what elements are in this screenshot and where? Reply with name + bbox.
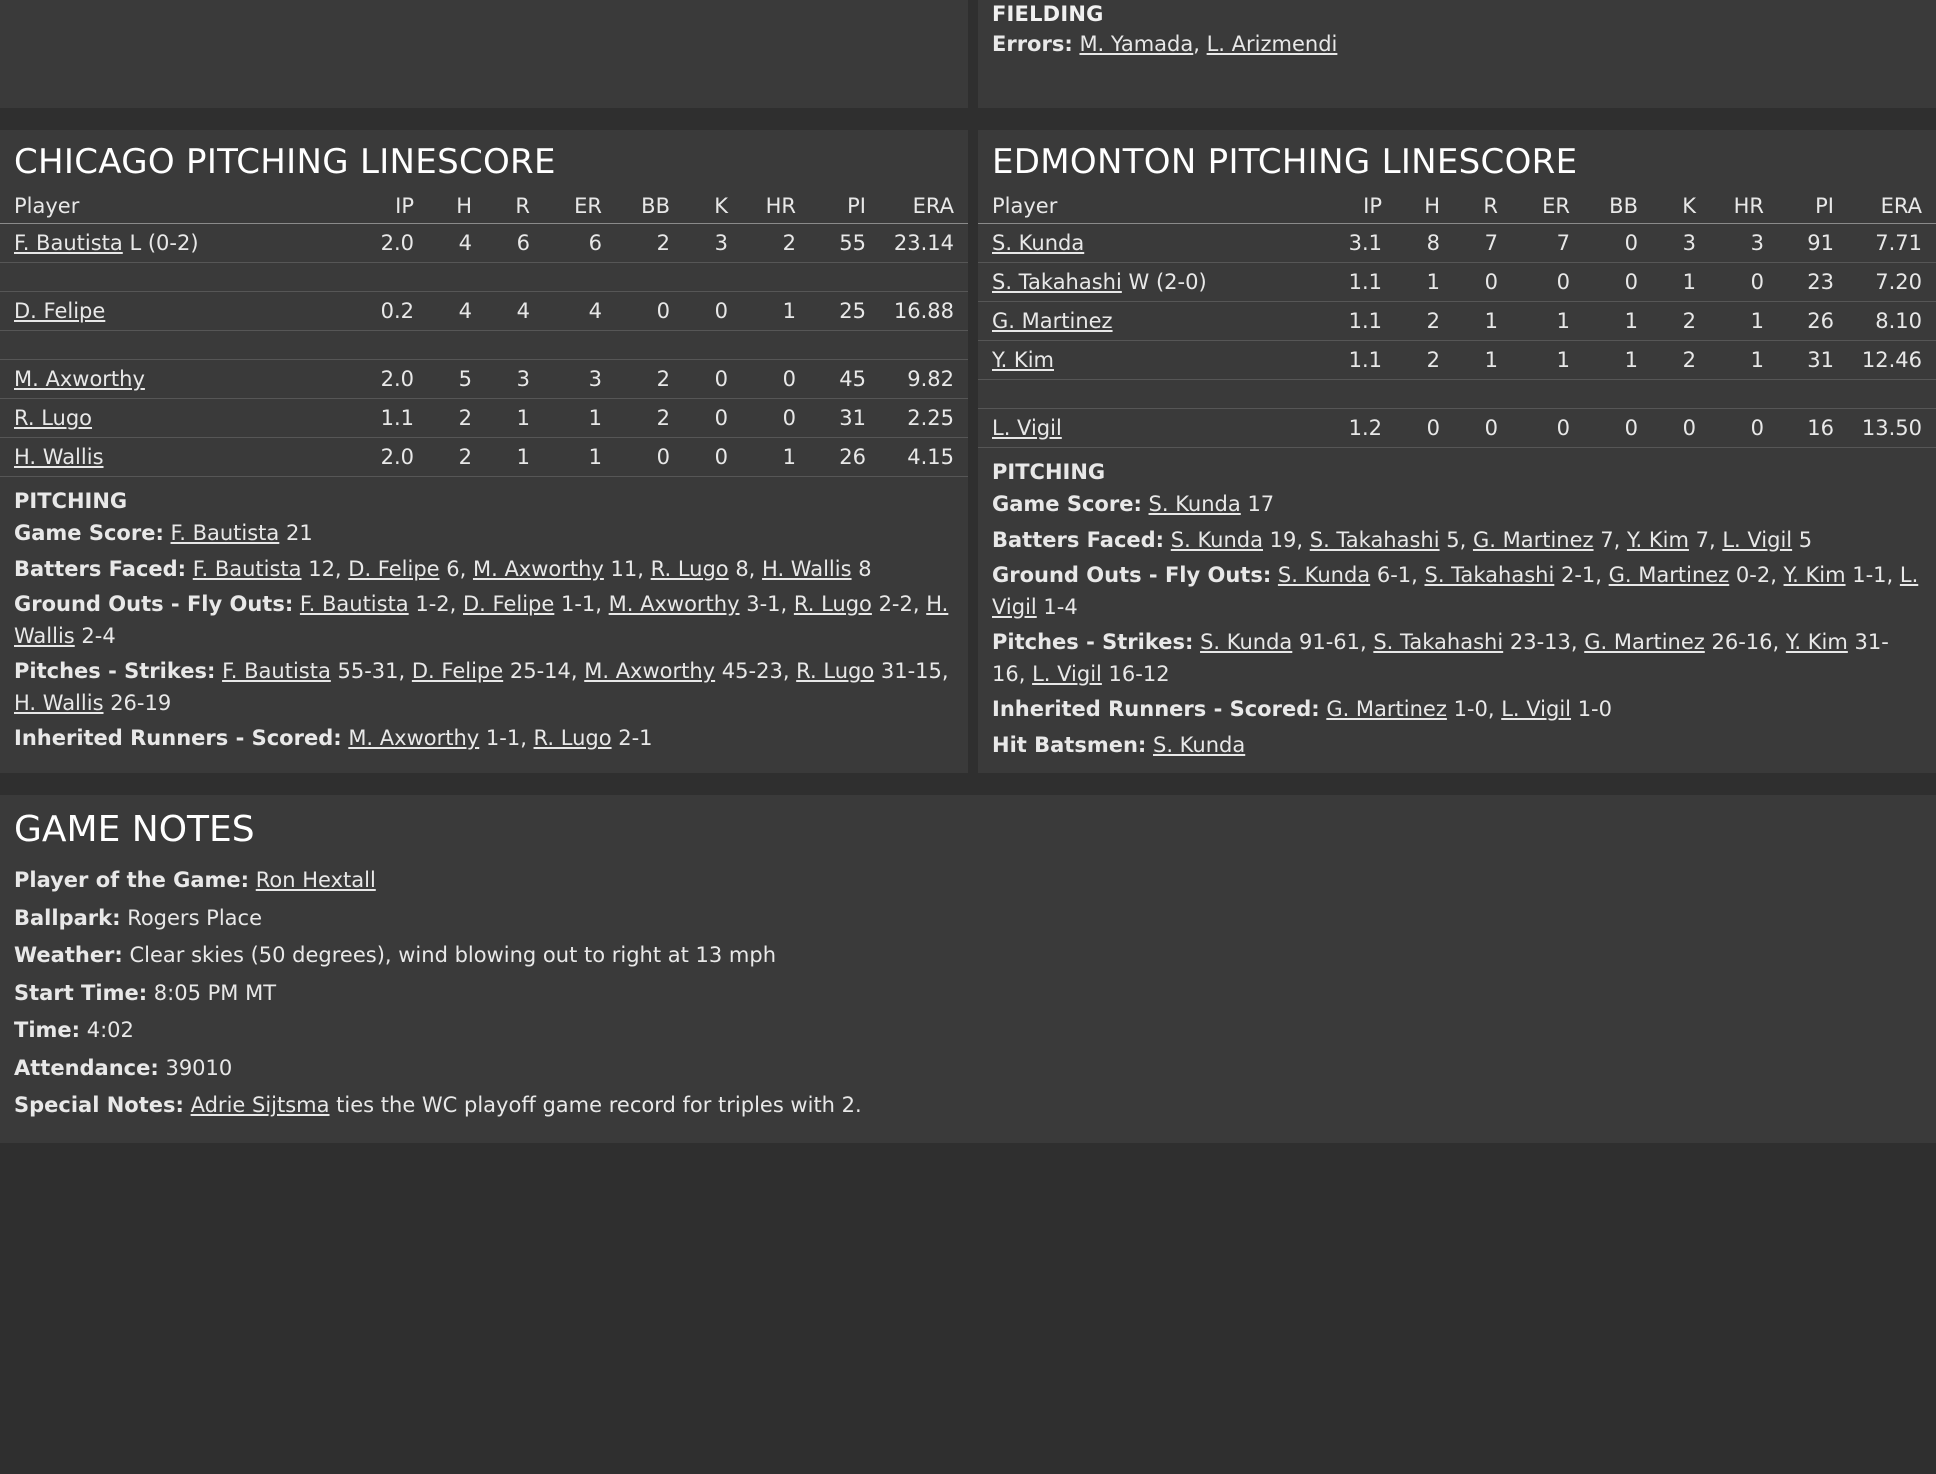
section-gap-2 xyxy=(0,773,1936,795)
col-h: H xyxy=(420,192,478,224)
table-row-spacer xyxy=(0,331,968,360)
edmonton-pitching-rows xyxy=(978,224,1936,448)
player-link[interactable]: Adrie Sijtsma xyxy=(190,1093,330,1117)
player-link[interactable]: Y. Kim xyxy=(992,348,1054,372)
player-link[interactable]: S. Kunda xyxy=(1277,563,1371,587)
game-note-line xyxy=(0,900,1936,938)
game-note-line xyxy=(0,937,1936,975)
player-link[interactable]: H. Wallis xyxy=(14,592,949,648)
pitcher-cell xyxy=(978,263,1314,302)
stat-ip: 1.1 xyxy=(1314,263,1388,302)
note-label: Game Score: xyxy=(992,492,1142,516)
stat-bb: 2 xyxy=(608,224,676,263)
stat-h: 0 xyxy=(1388,409,1446,448)
player-link[interactable]: S. Kunda xyxy=(1148,492,1241,516)
stat-h: 5 xyxy=(420,360,478,399)
game-note-label: Ballpark: xyxy=(14,905,121,930)
player-link[interactable]: F. Bautista xyxy=(14,231,123,255)
table-row xyxy=(978,224,1936,263)
stat-er: 1 xyxy=(1504,302,1576,341)
stat-hr: 0 xyxy=(1702,409,1770,448)
player-link[interactable]: F. Bautista xyxy=(299,592,409,616)
fielding-heading: FIELDING xyxy=(992,2,1104,26)
note-label: Pitches - Strikes: xyxy=(14,659,216,683)
table-row xyxy=(0,292,968,331)
pitching-linescores xyxy=(0,130,1936,773)
stat-era: 2.25 xyxy=(872,399,968,438)
player-link[interactable]: R. Lugo xyxy=(650,556,729,581)
player-link[interactable]: M. Axworthy xyxy=(584,659,716,683)
player-link[interactable]: S. Takahashi xyxy=(1424,563,1555,587)
stat-h: 4 xyxy=(420,224,478,263)
stat-bb: 0 xyxy=(1576,224,1644,263)
col-era: ERA xyxy=(1840,192,1936,224)
chicago-pitching-notes-lines xyxy=(0,516,968,757)
stat-er: 7 xyxy=(1504,224,1576,263)
stat-era: 12.46 xyxy=(1840,341,1936,380)
stat-ip: 2.0 xyxy=(346,224,420,263)
player-link[interactable]: M. Axworthy xyxy=(348,726,480,750)
game-note-value: Rogers Place xyxy=(127,905,263,930)
stat-era: 9.82 xyxy=(872,360,968,399)
stat-ip: 1.1 xyxy=(346,399,420,438)
error-player-2[interactable]: L. Arizmendi xyxy=(1206,32,1338,56)
stat-bb: 0 xyxy=(1576,409,1644,448)
note-label: Inherited Runners - Scored: xyxy=(14,726,342,750)
col-er: ER xyxy=(536,192,608,224)
player-link[interactable]: F. Bautista xyxy=(192,556,302,581)
player-link[interactable]: D. Felipe xyxy=(348,556,440,581)
game-note-value: 39010 xyxy=(165,1055,233,1080)
edmonton-pitching-table xyxy=(978,192,1936,448)
chicago-pitching-notes-heading: PITCHING xyxy=(14,489,128,513)
player-link[interactable]: G. Martinez xyxy=(1472,527,1594,552)
player-link[interactable]: H. Wallis xyxy=(762,556,852,581)
stat-hr: 1 xyxy=(1702,341,1770,380)
note-line: Batters Faced: F. Bautista 12, D. Felipe 6, M. Axworthy 11, R. Lugo 8, H. Wallis 8 xyxy=(14,556,872,581)
stat-er: 1 xyxy=(536,438,608,477)
player-link[interactable]: M. Axworthy xyxy=(14,367,145,391)
player-link[interactable]: F. Bautista xyxy=(170,521,280,545)
note-line: Pitches - Strikes: S. Kunda 91-61, S. Takahashi 23-13, G. Martinez 26-16, Y. Kim 31-16, L. Vigil 16-12 xyxy=(992,630,1889,686)
errors-label: Errors: xyxy=(992,32,1073,56)
pitcher-cell xyxy=(978,224,1314,263)
pitcher-cell xyxy=(978,302,1314,341)
game-note-label: Attendance: xyxy=(14,1055,159,1080)
col-player: Player xyxy=(978,192,1314,224)
stat-ip: 2.0 xyxy=(346,360,420,399)
edmonton-pitching-title: EDMONTON PITCHING LINESCORE xyxy=(992,142,1578,182)
stat-ip: 1.1 xyxy=(1314,302,1388,341)
stat-r: 7 xyxy=(1446,224,1504,263)
player-link[interactable]: S. Takahashi xyxy=(1309,527,1440,552)
pitcher-cell xyxy=(0,360,346,399)
chicago-pitching-notes xyxy=(0,477,968,767)
stat-h: 8 xyxy=(1388,224,1446,263)
table-row xyxy=(978,263,1936,302)
player-link[interactable]: R. Lugo xyxy=(14,406,93,430)
stat-ip: 3.1 xyxy=(1314,224,1388,263)
game-note-value xyxy=(256,868,376,892)
edmonton-pitching-notes-heading: PITCHING xyxy=(992,460,1106,484)
stat-pi: 55 xyxy=(802,224,872,263)
stat-pi: 25 xyxy=(802,292,872,331)
player-link[interactable]: Y. Kim xyxy=(1783,563,1846,587)
game-note-line xyxy=(0,1050,1936,1088)
player-link[interactable]: G. Martinez xyxy=(992,309,1113,333)
chicago-pitching-title: CHICAGO PITCHING LINESCORE xyxy=(14,142,556,182)
pitcher-decision: L (0-2) xyxy=(129,231,199,255)
note-label: Batters Faced: xyxy=(14,556,187,581)
col-bb: BB xyxy=(1576,192,1644,224)
stat-hr: 0 xyxy=(734,360,802,399)
table-row xyxy=(0,438,968,477)
stat-bb: 2 xyxy=(608,360,676,399)
stat-k: 2 xyxy=(1644,302,1702,341)
table-row-spacer xyxy=(0,263,968,292)
player-link[interactable]: S. Kunda xyxy=(1153,732,1246,757)
col-player: Player xyxy=(0,192,346,224)
stat-k: 2 xyxy=(1644,341,1702,380)
stat-era: 7.71 xyxy=(1840,224,1936,263)
player-link[interactable]: L. Vigil xyxy=(1722,527,1793,552)
section-gap-1 xyxy=(0,108,1936,130)
note-line: Batters Faced: S. Kunda 19, S. Takahashi 5, G. Martinez 7, Y. Kim 7, L. Vigil 5 xyxy=(992,527,1813,552)
stat-era: 8.10 xyxy=(1840,302,1936,341)
stat-r: 0 xyxy=(1446,263,1504,302)
stat-er: 0 xyxy=(1504,263,1576,302)
stat-r: 6 xyxy=(478,224,536,263)
col-hr: HR xyxy=(734,192,802,224)
col-k: K xyxy=(676,192,734,224)
stat-er: 0 xyxy=(1504,409,1576,448)
stat-k: 0 xyxy=(676,399,734,438)
player-link[interactable]: Ron Hextall xyxy=(255,868,376,892)
col-er: ER xyxy=(1504,192,1576,224)
player-link[interactable]: R. Lugo xyxy=(796,659,875,683)
note-label: Ground Outs - Fly Outs: xyxy=(14,592,294,616)
col-pi: PI xyxy=(802,192,872,224)
player-link[interactable]: Y. Kim xyxy=(1785,630,1848,654)
stat-r: 3 xyxy=(478,360,536,399)
top-left-empty-panel xyxy=(0,0,968,108)
stat-k: 1 xyxy=(1644,263,1702,302)
game-note-line xyxy=(0,975,1936,1013)
note-label: Hit Batsmen: xyxy=(992,732,1147,757)
stat-r: 1 xyxy=(1446,341,1504,380)
player-link[interactable]: L. Vigil xyxy=(1032,661,1102,686)
player-link[interactable]: H. Wallis xyxy=(14,445,104,469)
game-note-label: Start Time: xyxy=(14,980,148,1005)
player-link[interactable]: R. Lugo xyxy=(793,592,872,616)
pitcher-decision: W (2-0) xyxy=(1128,270,1207,294)
table-row xyxy=(978,341,1936,380)
col-k: K xyxy=(1644,192,1702,224)
stat-er: 1 xyxy=(1504,341,1576,380)
top-strip xyxy=(0,0,1936,108)
player-link[interactable]: D. Felipe xyxy=(463,592,555,616)
errors-separator: , xyxy=(1193,32,1207,56)
col-ip: IP xyxy=(1314,192,1388,224)
edmonton-pitching-notes-lines xyxy=(978,487,1936,763)
table-header-row xyxy=(978,192,1936,224)
stat-h: 1 xyxy=(1388,263,1446,302)
stat-h: 2 xyxy=(1388,341,1446,380)
table-row xyxy=(0,360,968,399)
edmonton-pitching-notes xyxy=(978,448,1936,773)
stat-k: 0 xyxy=(1644,409,1702,448)
table-row-spacer xyxy=(978,380,1936,409)
stat-h: 2 xyxy=(1388,302,1446,341)
table-row xyxy=(0,399,968,438)
game-note-value: 4:02 xyxy=(86,1018,134,1042)
error-player-1[interactable]: M. Yamada xyxy=(1079,32,1194,56)
chicago-pitching-panel xyxy=(0,130,968,773)
game-note-value: Clear skies (50 degrees), wind blowing out to right at 13 mph xyxy=(129,943,777,967)
stat-r: 1 xyxy=(1446,302,1504,341)
game-note-value: Adrie Sijtsma ties the WC playoff game record for triples with 2. xyxy=(190,1093,862,1117)
stat-k: 0 xyxy=(676,292,734,331)
edmonton-pitching-panel xyxy=(968,130,1936,773)
player-link[interactable]: Y. Kim xyxy=(1626,527,1689,552)
chicago-pitching-rows xyxy=(0,224,968,477)
stat-ip: 1.1 xyxy=(1314,341,1388,380)
stat-era: 13.50 xyxy=(1840,409,1936,448)
pitcher-cell xyxy=(0,224,346,263)
stat-k: 3 xyxy=(1644,224,1702,263)
stat-era: 23.14 xyxy=(872,224,968,263)
player-link[interactable]: S. Kunda xyxy=(1170,527,1263,552)
stat-er: 1 xyxy=(536,399,608,438)
player-link[interactable]: L. Vigil xyxy=(1501,697,1572,721)
stat-er: 3 xyxy=(536,360,608,399)
note-line: Inherited Runners - Scored: G. Martinez 1-0, L. Vigil 1-0 xyxy=(992,697,1612,721)
note-line: Ground Outs - Fly Outs: F. Bautista 1-2, D. Felipe 1-1, M. Axworthy 3-1, R. Lugo 2-2, H. Wallis 2-4 xyxy=(14,592,949,648)
col-era: ERA xyxy=(872,192,968,224)
note-line xyxy=(978,728,1936,764)
pitcher-cell xyxy=(0,438,346,477)
stat-bb: 0 xyxy=(608,438,676,477)
table-row xyxy=(978,409,1936,448)
player-link[interactable]: S. Takahashi xyxy=(1373,630,1504,654)
stat-er: 4 xyxy=(536,292,608,331)
player-link[interactable]: H. Wallis xyxy=(14,690,104,715)
stat-bb: 0 xyxy=(608,292,676,331)
table-row xyxy=(978,302,1936,341)
stat-ip: 2.0 xyxy=(346,438,420,477)
stat-bb: 0 xyxy=(1576,263,1644,302)
stat-bb: 1 xyxy=(1576,341,1644,380)
pitcher-cell xyxy=(978,409,1314,448)
stat-h: 2 xyxy=(420,399,478,438)
game-notes-title: GAME NOTES xyxy=(14,809,255,850)
pitcher-cell xyxy=(0,292,346,331)
spacer-cell xyxy=(0,263,968,292)
stat-hr: 3 xyxy=(1702,224,1770,263)
table-header-row xyxy=(0,192,968,224)
player-link[interactable]: G. Martinez xyxy=(1584,630,1705,654)
stat-ip: 1.2 xyxy=(1314,409,1388,448)
stat-ip: 0.2 xyxy=(346,292,420,331)
col-bb: BB xyxy=(608,192,676,224)
player-link[interactable]: M. Axworthy xyxy=(608,592,740,616)
pitcher-cell xyxy=(978,341,1314,380)
stat-h: 2 xyxy=(420,438,478,477)
stat-k: 3 xyxy=(676,224,734,263)
player-link[interactable]: S. Kunda xyxy=(1200,630,1293,654)
stat-r: 4 xyxy=(478,292,536,331)
player-link[interactable]: D. Felipe xyxy=(411,659,504,683)
note-label: Ground Outs - Fly Outs: xyxy=(992,563,1272,587)
stat-hr: 2 xyxy=(734,224,802,263)
player-link[interactable]: G. Martinez xyxy=(1608,563,1730,587)
stat-hr: 0 xyxy=(1702,263,1770,302)
stat-hr: 1 xyxy=(734,438,802,477)
chicago-pitching-table xyxy=(0,192,968,477)
col-r: R xyxy=(478,192,536,224)
note-line: Ground Outs - Fly Outs: S. Kunda 6-1, S. Takahashi 2-1, G. Martinez 0-2, Y. Kim 1-1, L. Vigil 1-4 xyxy=(992,563,1919,619)
stat-pi: 45 xyxy=(802,360,872,399)
stat-k: 0 xyxy=(676,438,734,477)
note-label: Pitches - Strikes: xyxy=(992,630,1194,654)
stat-hr: 1 xyxy=(734,292,802,331)
col-pi: PI xyxy=(1770,192,1840,224)
stat-pi: 91 xyxy=(1770,224,1840,263)
player-link[interactable]: S. Kunda xyxy=(992,231,1085,255)
pitcher-cell xyxy=(0,399,346,438)
note-line: Inherited Runners - Scored: M. Axworthy 1-1, R. Lugo 2-1 xyxy=(14,726,653,750)
game-notes-panel xyxy=(0,795,1936,1143)
note-line: Game Score: S. Kunda 17 xyxy=(992,492,1275,516)
game-note-line xyxy=(0,862,1936,900)
game-note-label: Weather: xyxy=(14,943,123,967)
stat-h: 4 xyxy=(420,292,478,331)
stat-pi: 31 xyxy=(802,399,872,438)
note-label: Inherited Runners - Scored: xyxy=(992,697,1320,721)
player-link[interactable]: L. Vigil xyxy=(992,416,1062,440)
stat-pi: 23 xyxy=(1770,263,1840,302)
game-note-line xyxy=(0,1012,1936,1050)
col-h: H xyxy=(1388,192,1446,224)
note-label: Batters Faced: xyxy=(992,527,1165,552)
spacer-cell xyxy=(978,380,1936,409)
game-note-label: Player of the Game: xyxy=(14,868,250,892)
game-note-value: 8:05 PM MT xyxy=(153,980,277,1005)
stat-r: 0 xyxy=(1446,409,1504,448)
player-link[interactable]: G. Martinez xyxy=(1326,697,1447,721)
stat-pi: 26 xyxy=(802,438,872,477)
player-link[interactable]: M. Axworthy xyxy=(472,556,604,581)
stat-hr: 0 xyxy=(734,399,802,438)
stat-k: 0 xyxy=(676,360,734,399)
game-note-label: Time: xyxy=(14,1018,81,1042)
game-note-line xyxy=(0,1087,1936,1125)
stat-r: 1 xyxy=(478,399,536,438)
note-line: Pitches - Strikes: F. Bautista 55-31, D. Felipe 25-14, M. Axworthy 45-23, R. Lugo 31-15, H. Wallis 26-19 xyxy=(14,659,949,715)
stat-pi: 26 xyxy=(1770,302,1840,341)
stat-pi: 31 xyxy=(1770,341,1840,380)
stat-bb: 1 xyxy=(1576,302,1644,341)
fielding-panel xyxy=(968,0,1936,108)
game-note-label: Special Notes: xyxy=(14,1093,184,1117)
game-notes-lines xyxy=(0,862,1936,1125)
player-link[interactable]: R. Lugo xyxy=(533,726,612,750)
stat-era: 16.88 xyxy=(872,292,968,331)
stat-er: 6 xyxy=(536,224,608,263)
col-r: R xyxy=(1446,192,1504,224)
stat-era: 4.15 xyxy=(872,438,968,477)
col-hr: HR xyxy=(1702,192,1770,224)
stat-pi: 16 xyxy=(1770,409,1840,448)
player-link[interactable]: L. Vigil xyxy=(992,563,1919,619)
stat-era: 7.20 xyxy=(1840,263,1936,302)
spacer-cell xyxy=(0,331,968,360)
table-row xyxy=(0,224,968,263)
fielding-errors-line xyxy=(978,28,1936,60)
col-ip: IP xyxy=(346,192,420,224)
player-link[interactable]: D. Felipe xyxy=(14,299,106,323)
note-line: Game Score: F. Bautista 21 xyxy=(14,521,313,545)
stat-r: 1 xyxy=(478,438,536,477)
note-label: Game Score: xyxy=(14,521,164,545)
player-link[interactable]: F. Bautista xyxy=(222,659,331,683)
stat-bb: 2 xyxy=(608,399,676,438)
player-link[interactable]: S. Takahashi xyxy=(992,270,1122,294)
stat-hr: 1 xyxy=(1702,302,1770,341)
